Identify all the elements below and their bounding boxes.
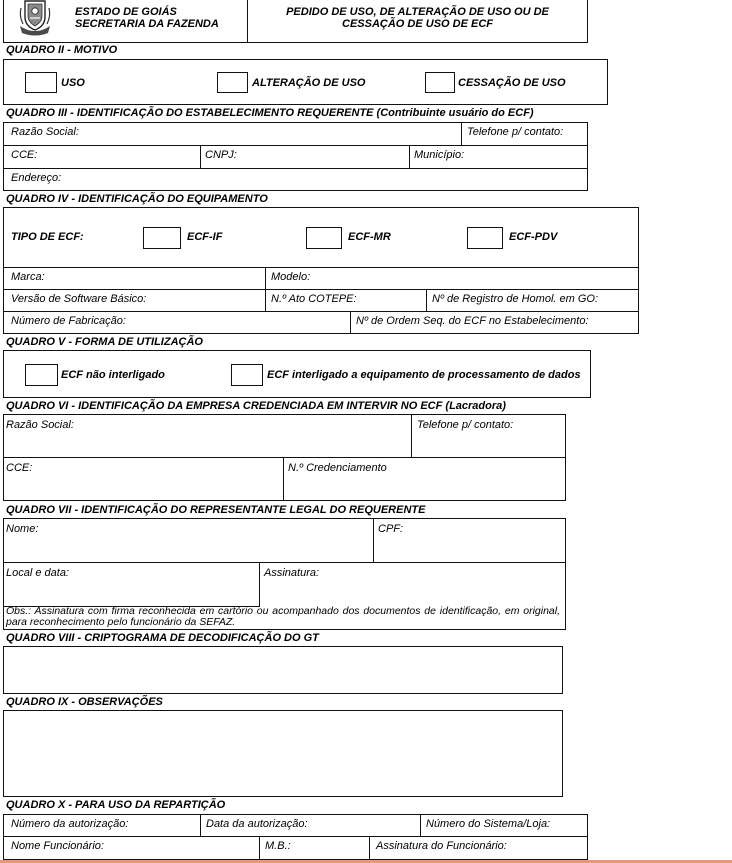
marca-label: Marca: (11, 271, 45, 283)
observacoes-field[interactable] (3, 710, 563, 797)
lacradora-razao-social-label: Razão Social: (6, 419, 74, 431)
ordem-seq-label: Nº de Ordem Seq. do ECF no Estabelecimento: (356, 315, 589, 327)
quadro-viii-title: QUADRO VIII - CRIPTOGRAMA DE DECODIFICAÇÃO DO GT (6, 632, 319, 644)
checkbox-ecf-if-label: ECF-IF (187, 231, 223, 243)
assinatura-label: Assinatura: (264, 567, 320, 579)
obs-note: Obs.: Assinatura com firma reconhecida em cartório ou acompanhado dos documentos de identificação, em original, para reconhecimento pelo funcionário da SEFAZ. (6, 605, 560, 628)
numero-autorizacao-label: Número da autorização: (11, 818, 129, 830)
nome-funcionario-label: Nome Funcionário: (11, 840, 104, 852)
checkbox-ecf-pdv[interactable] (467, 227, 503, 249)
field-registro-homol[interactable] (426, 289, 639, 312)
quadro-iii-title: QUADRO III - IDENTIFICAÇÃO DO ESTABELECIMENTO REQUERENTE (Contribuinte usuário do ECF) (6, 107, 534, 119)
checkbox-interligado[interactable] (231, 364, 263, 386)
modelo-label: Modelo: (271, 271, 311, 283)
quadro-v-title: QUADRO V - FORMA DE UTILIZAÇÃO (6, 336, 203, 348)
checkbox-nao-interligado[interactable] (25, 364, 58, 386)
registro-homol-label: Nº de Registro de Homol. em GO: (432, 293, 599, 305)
quadro-iv-title: QUADRO IV - IDENTIFICAÇÃO DO EQUIPAMENTO (6, 193, 268, 205)
tipo-ecf-label: TIPO DE ECF: (11, 231, 84, 243)
field-lacradora-telefone[interactable] (411, 414, 566, 458)
field-nome-funcionario[interactable] (3, 836, 260, 860)
field-numero-fabricacao[interactable] (3, 311, 351, 334)
field-marca[interactable] (3, 267, 266, 290)
criptograma-field[interactable] (3, 646, 563, 694)
checkbox-ecf-mr[interactable] (306, 227, 342, 249)
numero-sistema-label: Número do Sistema/Loja: (426, 818, 551, 830)
checkbox-uso-label: USO (61, 77, 85, 89)
municipio-label: Município: (414, 149, 465, 161)
field-lacradora-cce[interactable] (3, 457, 284, 501)
cce-label: CCE: (11, 149, 38, 161)
field-cnpj[interactable] (200, 145, 410, 169)
field-ato-cotepe[interactable] (265, 289, 427, 312)
field-data-autorizacao[interactable] (200, 814, 421, 837)
local-data-label: Local e data: (6, 567, 69, 579)
checkbox-alteracao-uso[interactable] (217, 72, 248, 93)
field-representante-cpf[interactable] (373, 518, 566, 563)
mb-label: M.B.: (265, 840, 291, 852)
coat-of-arms-icon (18, 0, 52, 36)
quadro-ix-title: QUADRO IX - OBSERVAÇÕES (6, 696, 163, 708)
checkbox-uso[interactable] (25, 72, 57, 93)
field-numero-sistema[interactable] (420, 814, 588, 837)
header-title-cell (247, 0, 588, 43)
field-razao-social[interactable] (3, 122, 462, 146)
field-municipio[interactable] (409, 145, 588, 169)
ato-cotepe-label: N.º Ato COTEPE: (271, 293, 357, 305)
field-mb[interactable] (259, 836, 370, 860)
telefone-label: Telefone p/ contato: (467, 126, 564, 138)
field-cce[interactable] (3, 145, 201, 169)
checkbox-alteracao-uso-label: ALTERAÇÃO DE USO (252, 77, 366, 89)
field-telefone[interactable] (461, 122, 588, 146)
field-numero-autorizacao[interactable] (3, 814, 201, 837)
checkbox-ecf-if[interactable] (143, 227, 181, 249)
versao-software-label: Versão de Software Básico: (11, 293, 147, 305)
field-versao-software[interactable] (3, 289, 266, 312)
field-ordem-seq[interactable] (350, 311, 639, 334)
field-assinatura-funcionario[interactable] (369, 836, 588, 860)
checkbox-cessacao-uso[interactable] (425, 72, 455, 93)
endereco-label: Endereço: (11, 172, 62, 184)
field-lacradora-credenciamento[interactable] (283, 457, 566, 501)
header-org-cell (3, 0, 248, 43)
data-autorizacao-label: Data da autorização: (206, 818, 308, 830)
lacradora-telefone-label: Telefone p/ contato: (417, 419, 514, 431)
field-assinatura[interactable] (259, 562, 565, 606)
form-title-line1: PEDIDO DE USO, DE ALTERAÇÃO DE USO OU DE (286, 6, 549, 18)
field-modelo[interactable] (265, 267, 639, 290)
checkbox-cessacao-uso-label: CESSAÇÃO DE USO (458, 77, 566, 89)
razao-social-label: Razão Social: (11, 126, 79, 138)
checkbox-interligado-label: ECF interligado a equipamento de processamento de dados (267, 369, 581, 381)
checkbox-ecf-pdv-label: ECF-PDV (509, 231, 558, 243)
quadro-x-title: QUADRO X - PARA USO DA REPARTIÇÃO (6, 799, 226, 811)
field-endereco[interactable] (3, 168, 588, 191)
form-title-line2: CESSAÇÃO DE USO DE ECF (342, 18, 493, 30)
field-lacradora-razao-social[interactable] (3, 414, 412, 458)
checkbox-ecf-mr-label: ECF-MR (348, 231, 391, 243)
representante-nome-label: Nome: (6, 523, 39, 535)
field-representante-nome[interactable] (3, 518, 374, 563)
cnpj-label: CNPJ: (205, 149, 237, 161)
org-state-name: ESTADO DE GOIÁS (75, 6, 177, 18)
numero-fabricacao-label: Número de Fabricação: (11, 315, 126, 327)
assinatura-funcionario-label: Assinatura do Funcionário: (376, 840, 507, 852)
quadro-vii-title: QUADRO VII - IDENTIFICAÇÃO DO REPRESENTANTE LEGAL DO REQUERENTE (6, 504, 426, 516)
quadro-ii-title: QUADRO II - MOTIVO (6, 44, 118, 56)
lacradora-cce-label: CCE: (6, 462, 33, 474)
representante-cpf-label: CPF: (378, 523, 404, 535)
org-department-name: SECRETARIA DA FAZENDA (75, 18, 219, 30)
quadro-vi-title: QUADRO VI - IDENTIFICAÇÃO DA EMPRESA CREDENCIADA EM INTERVIR NO ECF (Lacradora) (6, 400, 506, 412)
lacradora-credenciamento-label: N.º Credenciamento (288, 462, 387, 474)
checkbox-nao-interligado-label: ECF não interligado (61, 369, 165, 381)
field-local-data[interactable] (3, 562, 260, 607)
